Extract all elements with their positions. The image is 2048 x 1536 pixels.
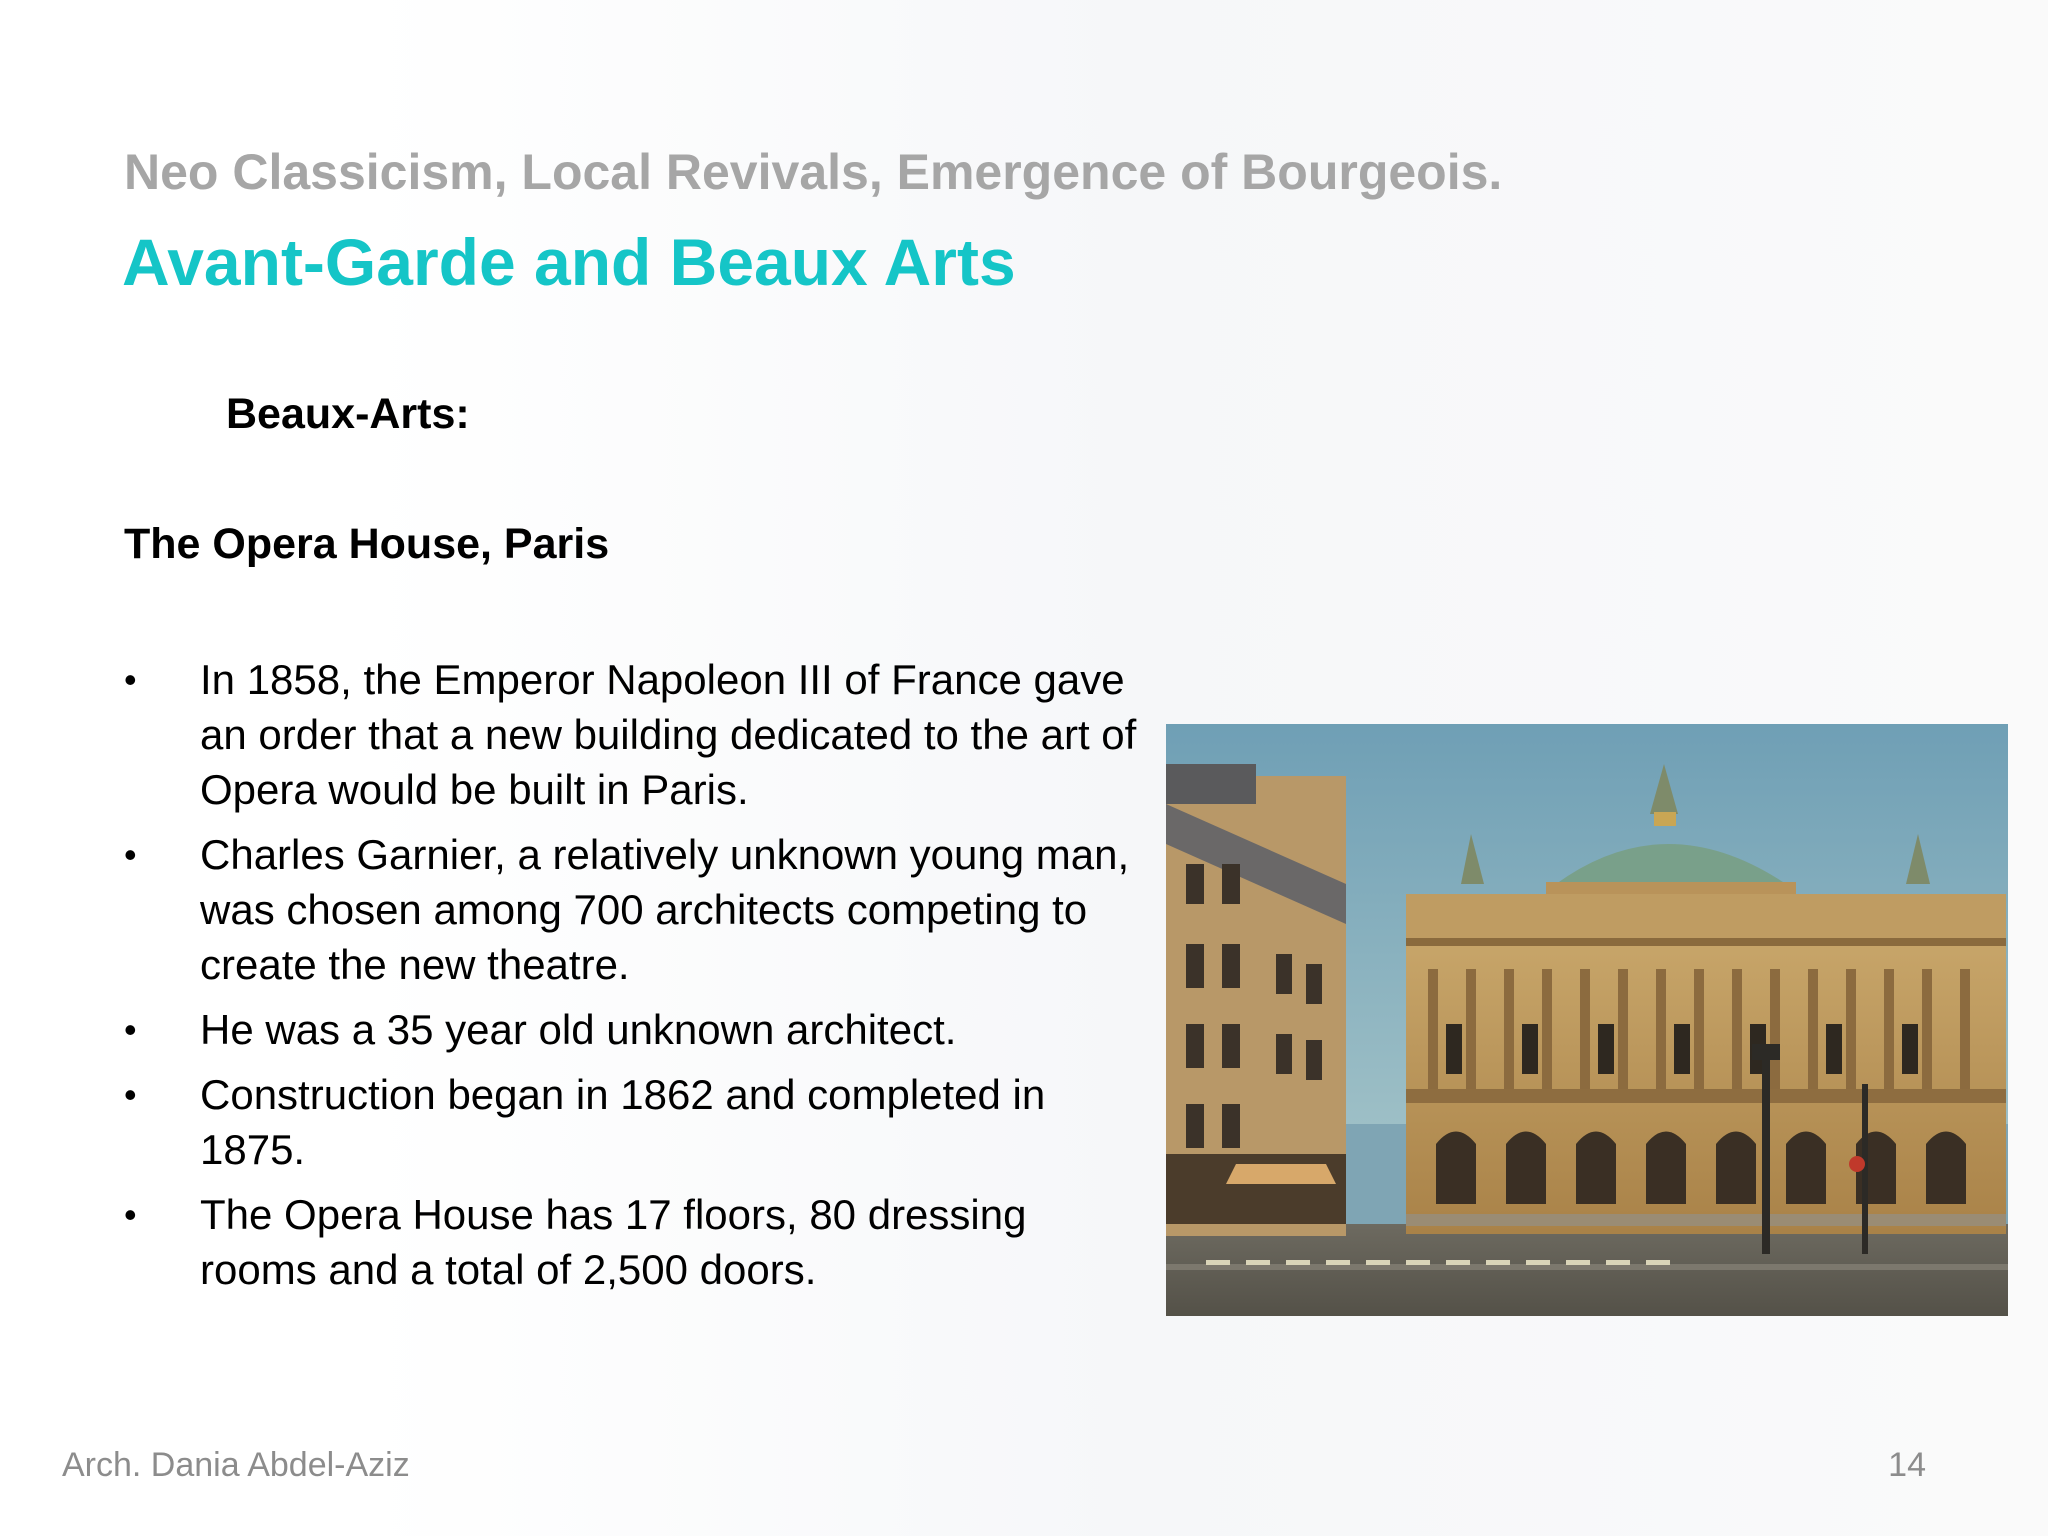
bullet-item	[124, 1002, 1144, 1057]
bullet-item	[124, 1067, 1144, 1177]
bullet-icon: •	[124, 1009, 137, 1050]
bullet-text: In 1858, the Emperor Napoleon III of France gave an order that a new building dedicated to the art of Opera would be built in Paris.	[200, 656, 1137, 813]
bullet-text: The Opera House has 17 floors, 80 dressing rooms and a total of 2,500 doors.	[200, 1191, 1027, 1293]
section-heading: Beaux-Arts:	[226, 390, 470, 438]
bullet-icon: •	[124, 1074, 137, 1115]
bullet-item	[124, 827, 1144, 992]
page-number: 14	[1888, 1446, 1926, 1484]
opera-house-photo	[1166, 724, 2008, 1316]
bullet-list	[124, 652, 1144, 1307]
opera-house-illustration	[1166, 724, 2008, 1316]
bullet-item	[124, 652, 1144, 817]
bullet-icon: •	[124, 1194, 137, 1235]
bullet-icon: •	[124, 834, 137, 875]
bullet-text: He was a 35 year old unknown architect.	[200, 1006, 957, 1053]
bullet-item	[124, 1187, 1144, 1297]
bullet-icon: •	[124, 659, 137, 700]
slide-title: Avant-Garde and Beaux Arts	[122, 225, 1016, 299]
bullet-text: Charles Garnier, a relatively unknown young man, was chosen among 700 architects competing to create the new theatre.	[200, 831, 1130, 988]
slide-supertitle: Neo Classicism, Local Revivals, Emergence of Bourgeois.	[124, 144, 1503, 200]
bullet-text: Construction began in 1862 and completed in 1875.	[200, 1071, 1046, 1173]
footer-author: Arch. Dania Abdel-Aziz	[62, 1446, 410, 1484]
subheading: The Opera House, Paris	[124, 520, 610, 568]
